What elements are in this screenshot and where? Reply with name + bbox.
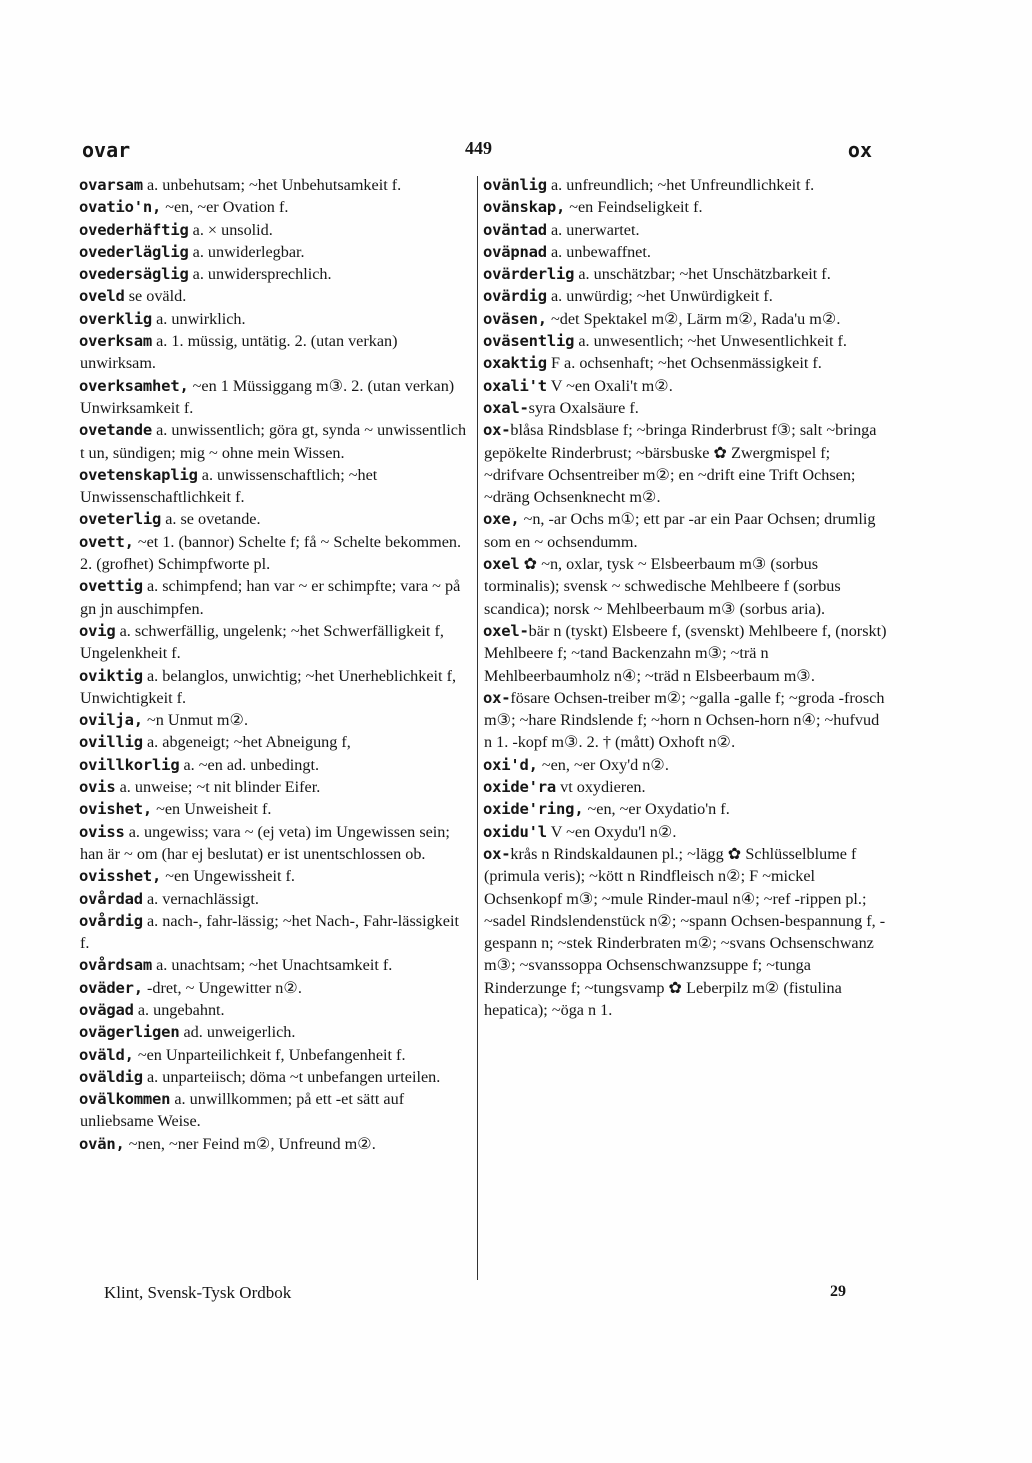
entry-headword: oxel [483,555,520,574]
entry-headword: ovedersäglig [79,265,189,284]
entry-definition: ~en Unweisheit f. [152,800,272,819]
dictionary-entry [484,687,888,754]
entry-headword: oxe, [483,510,520,529]
entry-headword: ox- [483,844,511,863]
dictionary-entry [80,977,472,999]
entry-headword: oveld [79,287,125,306]
dictionary-entry [80,620,472,665]
entry-definition: a. unwissenschaftlich; ~het Unwissenschaftlichkeit f. [80,465,378,507]
entry-definition: a. schimpfend; han var ~ er schimpfte; vara ~ på gn jn auschimpfen. [80,577,461,618]
dictionary-entry [80,999,472,1021]
entry-definition: a. abgeneigt; ~het Abneigung f, [142,733,351,752]
entry-headword: ovänskap, [483,198,566,217]
entry-definition: ~n, -ar Ochs m①; ett par -ar ein Paar Ochsen; drumlig som en ~ ochsendumm. [484,510,876,551]
dictionary-entry [484,263,888,285]
entry-headword: ovillkorlig [79,755,180,774]
dictionary-entry [80,1066,472,1088]
dictionary-entry [484,821,888,843]
entry-headword: oxide'ra [483,778,557,797]
dictionary-entry [80,865,472,887]
entry-definition: ~et 1. (bannor) Schelte f; få ~ Schelte bekommen. 2. (grofhet) Schimpfworte pl. [80,532,462,574]
entry-headword: ovårdig [79,911,143,930]
entry-definition: a. unwillkommen; på ett -et sätt auf unliebsame Weise. [80,1090,405,1131]
entry-definition: bär n (tyskt) Elsbeere f, (svenskt) Mehlbeere f, (norskt) Mehlbeere f; ~tand Backenzahn m③; ~trä n Mehlbeerbaumholz n④; ~träd n Elsbeerbaum m③. [484,621,887,685]
entry-definition: krås n Rindskaldaunen pl.; ~lägg ✿ Schlüsselblume f (primula veris); ~kött n Rindfleisch n②; F ~mickel Ochsenkopf m③; ~mule Rinder-maul n④; ~ref -rippen pl.; ~sadel Rindslendenstück n②; ~spann Ochsen-bespannung f, -gespann n; ~stek Rinderbraten m②; ~svans Ochsenschwanz m③; ~svanssoppa Ochsenschwanzsuppe f; ~tunga Rinderzunge f; ~tungsvamp ✿ Leberpilz m② (fistulina hepatica); ~öga n 1. [484,844,886,1019]
entry-definition: ~en Unparteilichkeit f, Unbefangenheit f. [133,1045,406,1064]
entry-headword: ovatio'n, [79,198,162,217]
entry-headword: oväntad [483,220,547,239]
dictionary-entry [484,620,888,687]
dictionary-entry [80,196,472,218]
dictionary-entry [484,219,888,241]
entry-headword: ovis [79,778,116,797]
dictionary-entry [80,731,472,753]
entry-headword: ovårdsam [79,956,153,975]
dictionary-entry [80,241,472,263]
dictionary-entry [80,464,472,509]
entry-headword: ovägerligen [79,1023,180,1042]
entry-definition: V ~en Oxydu'l n②. [546,822,677,841]
dictionary-entry [484,508,888,553]
entry-definition: a. ungewiss; vara ~ (ej veta) im Ungewissen sein; han är ~ om (har ej beslutat) er ist unentschlossen ob. [80,822,450,863]
entry-definition: a. × unsolid. [188,220,273,239]
entry-definition: a. unfreundlich; ~het Unfreundlichkeit f. [546,176,815,194]
entry-headword: ovederläglig [79,242,189,261]
entry-headword: oxi'd, [483,755,538,774]
entry-definition: a. belanglos, unwichtig; ~het Unerheblichkeit f, Unwichtigkeit f. [80,666,457,707]
entry-definition: a. unweise; ~t nit blinder Eifer. [115,778,321,797]
dictionary-entry [484,843,888,1021]
dictionary-entry [484,241,888,263]
entry-headword: oxide'ring, [483,800,584,819]
entry-definition: a. se ovetande. [161,510,261,529]
entry-headword: oväld, [79,1045,134,1064]
entry-definition: a. ungebahnt. [133,1000,225,1019]
dictionary-entry [484,375,888,397]
entry-definition: a. unwürdig; ~het Unwürdigkeit f. [546,287,773,306]
entry-definition: ~det Spektakel m②, Lärm m②, Rada'u m②. [546,309,841,328]
dictionary-entry [484,419,888,508]
dictionary-entry [80,531,472,576]
entry-headword: ox- [483,688,511,707]
entry-headword: ovett, [79,532,134,551]
entry-headword: oxali't [483,376,547,395]
entry-definition: a. 1. müssig, untätig. 2. (utan verkan) unwirksam. [80,332,398,373]
dictionary-entry [80,665,472,710]
entry-definition: ~nen, ~ner Feind m②, Unfreund m②. [124,1134,376,1153]
entry-headword: oväpnad [483,242,547,261]
entry-headword: oviss [79,822,125,841]
dictionary-entry [484,754,888,776]
entry-headword: ovägad [79,1000,134,1019]
entry-definition: F a. ochsenhaft; ~het Ochsenmässigkeit f. [546,354,822,373]
dictionary-entry [80,575,472,620]
dictionary-entry [80,1044,472,1066]
dictionary-entry [80,776,472,798]
dictionary-entry [484,174,888,196]
entry-headword: ovänlig [483,176,547,194]
entry-headword: oväsentlig [483,332,575,351]
entry-definition: ~en, ~er Oxydatio'n f. [583,800,730,819]
entry-headword: ovetenskaplig [79,465,198,484]
entry-definition: ad. unweigerlich. [179,1023,296,1042]
entry-headword: overklig [79,309,153,328]
entry-definition: ~n Unmut m②. [142,711,249,730]
dictionary-entry [484,352,888,374]
page-number: 449 [465,138,492,158]
entry-definition: a. unbehutsam; ~het Unbehutsamkeit f. [142,176,402,194]
dictionary-entry [80,419,472,464]
dictionary-entry [80,821,472,866]
dictionary-entry [484,798,888,820]
entry-headword: oxal- [483,398,529,417]
entry-definition: ~en Ungewissheit f. [161,867,295,886]
entry-definition: ~en, ~er Oxy'd n②. [537,755,669,774]
entry-definition: a. unwiderlegbar. [188,242,305,261]
dictionary-entry [80,954,472,976]
entry-headword: ovälkommen [79,1090,171,1109]
dictionary-entry [80,508,472,530]
entry-headword: ovårdad [79,889,143,908]
entry-definition: ✿ ~n, oxlar, tysk ~ Elsbeerbaum m③ (sorbus torminalis); svensk ~ schwedische Mehlbeere f (sorbus scandica); norsk ~ Mehlbeerbaum m③ (sorbus aria). [484,555,841,618]
entry-headword: oveterlig [79,510,162,529]
dictionary-entry [484,397,888,419]
dictionary-entry [80,263,472,285]
entry-definition: ~en, ~er Ovation f. [161,198,289,217]
entry-definition: a. unbewaffnet. [546,242,651,261]
entry-definition: fösare Ochsen-treiber m②; ~galla -galle f; ~groda -frosch m③; ~hare Rindslende f; ~horn n Ochsen-horn n④; ~hufvud n 1. -kopf m③. 2. † (mått) Oxhoft n②. [484,688,885,752]
dictionary-entry [80,1088,472,1133]
entry-headword: ovig [79,621,116,640]
entry-headword: ovärdig [483,287,547,306]
entry-definition: a. unwirklich. [152,309,246,328]
dictionary-entry [80,888,472,910]
entry-definition: a. unparteiisch; döma ~t unbefangen urteilen. [142,1067,441,1086]
entry-headword: ox- [483,421,511,440]
dictionary-entry [80,709,472,731]
left-column [80,174,472,1155]
entry-definition: a. unerwartet. [546,220,640,239]
entry-headword: oxaktig [483,354,547,373]
dictionary-entry [484,776,888,798]
entry-headword: oväldig [79,1067,143,1086]
entry-definition: vt oxydieren. [556,778,646,797]
entry-headword: ovishet, [79,800,153,819]
entry-definition: -dret, ~ Ungewitter n②. [142,978,302,997]
entry-definition: a. unwidersprechlich. [188,265,332,284]
footer-signature: 29 [830,1283,846,1300]
entry-headword: oxidu'l [483,822,547,841]
dictionary-entry [80,375,472,420]
entry-definition: syra Oxalsäure f. [528,398,639,417]
column-divider [477,176,478,1280]
entry-headword: ovisshet, [79,867,162,886]
dictionary-entry [80,1133,472,1155]
dictionary-entry [80,330,472,375]
entry-definition: a. unwissentlich; göra gt, synda ~ unwissentlich t un, sündigen; mig ~ ohne mein Wissen. [80,421,467,462]
entry-definition: se oväld. [124,287,187,306]
entry-headword: oviktig [79,666,143,685]
right-running-head: ox [847,138,872,162]
entry-headword: ovärderlig [483,265,575,284]
entry-definition: V ~en Oxali't m②. [546,376,673,395]
entry-definition: blåsa Rindsblase f; ~bringa Rinderbrust f③; salt ~bringa gepökelte Rinderbrust; ~bärsbuske ✿ Zwergmispel f; ~drifvare Ochsentreiber m②; en ~drift eine Trift Ochsen; ~dräng Ochsenknecht m②. [484,421,877,507]
entry-headword: oxel- [483,621,529,640]
entry-headword: ovän, [79,1134,125,1153]
dictionary-entry [484,308,888,330]
entry-definition: a. unschätzbar; ~het Unschätzbarkeit f. [574,265,831,284]
entry-definition: a. schwerfällig, ungelenk; ~het Schwerfälligkeit f, Ungelenkheit f. [80,621,444,663]
entry-definition: ~en Feindseligkeit f. [565,198,703,217]
dictionary-entry [80,910,472,955]
footer-title: Klint, Svensk-Tysk Ordbok [104,1283,292,1302]
entry-headword: ovilja, [79,711,143,730]
entry-headword: ovettig [79,577,143,596]
dictionary-entry [80,308,472,330]
entry-definition: a. vernachlässigt. [142,889,259,908]
entry-headword: ovederhäftig [79,220,189,239]
entry-headword: overksamhet, [79,376,189,395]
right-column [484,174,888,1021]
dictionary-entry [484,553,888,620]
dictionary-entry [484,285,888,307]
entry-headword: overksam [79,332,153,351]
dictionary-entry [80,174,472,196]
left-running-head: ovar [82,138,131,162]
entry-definition: a. unwesentlich; ~het Unwesentlichkeit f. [574,332,847,351]
dictionary-entry [80,219,472,241]
dictionary-entry [484,330,888,352]
entry-headword: oväsen, [483,309,547,328]
dictionary-entry [80,798,472,820]
page-header [82,138,872,166]
entry-headword: ovetande [79,421,153,440]
entry-definition: a. unachtsam; ~het Unachtsamkeit f. [152,956,393,975]
entry-headword: oväder, [79,978,143,997]
dictionary-entry [80,754,472,776]
dictionary-entry [80,285,472,307]
entry-headword: ovillig [79,733,143,752]
dictionary-entry [484,196,888,218]
dictionary-entry [80,1021,472,1043]
entry-definition: a. nach-, fahr-lässig; ~het Nach-, Fahr-lässigkeit f. [80,911,459,953]
entry-definition: a. ~en ad. unbedingt. [179,755,320,774]
entry-headword: ovarsam [79,176,143,194]
entry-definition: ~en 1 Müssiggang m③. 2. (utan verkan) Unwirksamkeit f. [80,376,455,417]
